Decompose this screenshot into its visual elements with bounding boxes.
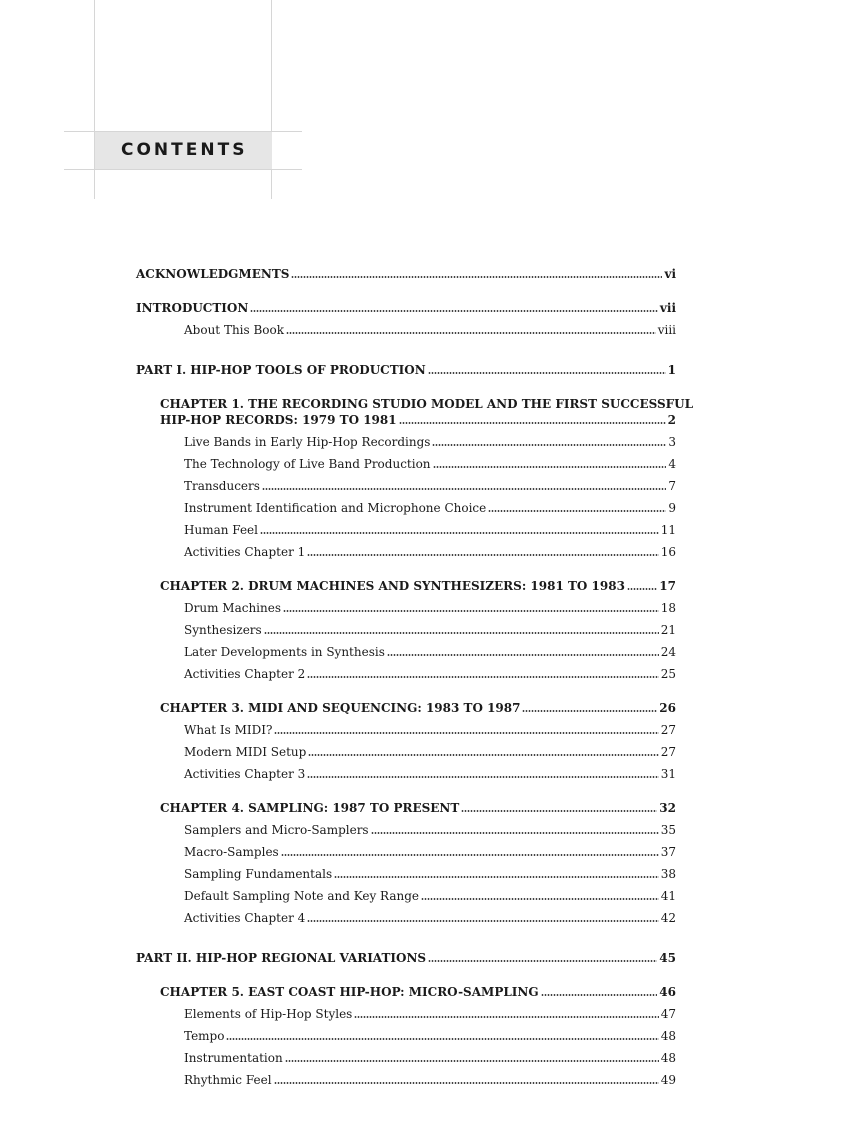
toc-page-number: 16 (660, 545, 676, 559)
toc-entry-label: Activities Chapter 4 (184, 911, 306, 925)
dot-leader (354, 1015, 658, 1019)
dot-leader (250, 309, 658, 313)
dot-leader (307, 553, 658, 557)
toc-entry-label: PART I. HIP-HOP TOOLS OF PRODUCTION (136, 363, 426, 377)
toc-section-entry[interactable] (184, 455, 676, 473)
toc-entry-label: CHAPTER 1. THE RECORDING STUDIO MODEL AND THE FIRST SUCCESSFUL (160, 397, 694, 411)
toc-chapter-entry[interactable] (160, 983, 676, 1001)
dot-leader (285, 1059, 659, 1063)
dot-leader (307, 775, 658, 779)
toc-entry-label: Drum Machines (184, 601, 281, 615)
page-title: CONTENTS (121, 140, 248, 160)
dot-leader (307, 919, 658, 923)
toc-entry-label: Macro-Samples (184, 845, 279, 859)
toc-page-number: 21 (660, 623, 676, 637)
toc-entry-label: Synthesizers (184, 623, 262, 637)
toc-entry-label: Activities Chapter 1 (184, 545, 306, 559)
toc-entry-label: Transducers (184, 479, 260, 493)
toc-page-number: 31 (660, 767, 676, 781)
dot-leader (226, 1037, 658, 1041)
dot-leader (283, 609, 659, 613)
dot-leader (281, 853, 659, 857)
toc-entry-label: The Technology of Live Band Production (184, 457, 431, 471)
toc-section-entry[interactable] (184, 865, 676, 883)
toc-entry-label: Human Feel (184, 523, 258, 537)
toc-section-entry[interactable] (184, 909, 676, 927)
toc-entry-label: ACKNOWLEDGMENTS (136, 267, 290, 281)
toc-section-entry[interactable] (184, 1049, 676, 1067)
toc-page-number: 41 (660, 889, 676, 903)
dot-leader (387, 653, 659, 657)
toc-entry-label: Rhythmic Feel (184, 1073, 272, 1087)
toc-section-entry[interactable] (184, 887, 676, 905)
toc-page-number: 26 (659, 701, 676, 715)
toc-section-entry[interactable] (184, 1071, 676, 1089)
toc-section-entry[interactable] (184, 665, 676, 683)
toc-entry-label: HIP-HOP RECORDS: 1979 TO 1981 (160, 413, 397, 427)
dot-leader (428, 959, 657, 963)
dot-leader (461, 809, 657, 813)
toc-section-entry[interactable] (184, 321, 676, 339)
dot-leader (334, 875, 659, 879)
toc-page-number: 49 (660, 1073, 676, 1087)
toc-entry-label: Instrumentation (184, 1051, 283, 1065)
toc-entry-label: Tempo (184, 1029, 225, 1043)
toc-section-entry[interactable] (184, 599, 676, 617)
toc-page-number: 2 (667, 413, 676, 427)
toc-page-number: 37 (660, 845, 676, 859)
dot-leader (432, 443, 666, 447)
toc-entry-label: INTRODUCTION (136, 301, 249, 315)
toc-entry-label: What Is MIDI? (184, 723, 273, 737)
dot-leader (627, 587, 657, 591)
dot-leader (428, 371, 666, 375)
toc-page-number: 24 (660, 645, 676, 659)
toc-page-number: 17 (659, 579, 676, 593)
toc-section-entry[interactable] (184, 621, 676, 639)
toc-section-entry[interactable] (184, 1005, 676, 1023)
toc-section-entry[interactable] (184, 1027, 676, 1045)
toc-page-number: 11 (660, 523, 676, 537)
toc-section-entry[interactable] (184, 643, 676, 661)
toc-chapter-entry[interactable] (160, 577, 676, 595)
toc-part-entry[interactable] (136, 265, 676, 283)
toc-entry-label: CHAPTER 5. EAST COAST HIP-HOP: MICRO-SAMPLING (160, 985, 539, 999)
toc-page-number: 48 (660, 1029, 676, 1043)
toc-chapter-entry[interactable] (160, 411, 676, 429)
toc-page-number: 27 (660, 723, 676, 737)
dot-leader (433, 465, 667, 469)
dot-leader (307, 675, 658, 679)
toc-entry-label: Samplers and Micro-Samplers (184, 823, 369, 837)
toc-page-number: 45 (659, 951, 676, 965)
toc-section-entry[interactable] (184, 843, 676, 861)
toc-entry-label: Later Developments in Synthesis (184, 645, 385, 659)
dot-leader (371, 831, 659, 835)
dot-leader (260, 531, 659, 535)
toc-section-entry[interactable] (184, 821, 676, 839)
toc-page-number: 38 (660, 867, 676, 881)
dot-leader (522, 709, 657, 713)
toc-chapter-entry[interactable] (160, 699, 676, 717)
toc-page-number: 25 (660, 667, 676, 681)
toc-entry-label: Elements of Hip-Hop Styles (184, 1007, 353, 1021)
toc-page-number: 4 (668, 457, 676, 471)
toc-entry-label: PART II. HIP-HOP REGIONAL VARIATIONS (136, 951, 427, 965)
toc-entry-label: CHAPTER 4. SAMPLING: 1987 TO PRESENT (160, 801, 460, 815)
toc-entry-label: Sampling Fundamentals (184, 867, 333, 881)
toc-entry-label: Instrument Identification and Microphone Choice (184, 501, 487, 515)
dot-leader (274, 1081, 659, 1085)
toc-page-number: vi (664, 267, 676, 281)
toc-page-number: 32 (659, 801, 676, 815)
toc-section-entry[interactable] (184, 521, 676, 539)
toc-page-number: 42 (660, 911, 676, 925)
toc-section-entry[interactable] (184, 477, 676, 495)
toc-entry-label: CHAPTER 2. DRUM MACHINES AND SYNTHESIZERS: 1981 TO 1983 (160, 579, 625, 593)
toc-page-number: 48 (660, 1051, 676, 1065)
dot-leader (274, 731, 658, 735)
toc-entry-label: Default Sampling Note and Key Range (184, 889, 420, 903)
toc-chapter-entry[interactable] (160, 799, 676, 817)
dot-leader (291, 275, 662, 279)
toc-section-entry[interactable] (184, 721, 676, 739)
dot-leader (308, 753, 658, 757)
toc-page-number: 47 (660, 1007, 676, 1021)
toc-page-number: 9 (668, 501, 676, 515)
toc-entry-label: About This Book (184, 323, 285, 337)
toc-section-entry[interactable] (184, 433, 676, 451)
dot-leader (262, 487, 666, 491)
toc-page-number: vii (659, 301, 676, 315)
toc-part-entry[interactable] (136, 299, 676, 317)
dot-leader (541, 993, 658, 997)
toc-entry-label: Activities Chapter 3 (184, 767, 306, 781)
toc-page-number: 46 (659, 985, 676, 999)
toc-page-number: 35 (660, 823, 676, 837)
toc-page-number: 3 (668, 435, 676, 449)
toc-part-entry[interactable] (136, 949, 676, 967)
toc-page-number: 1 (667, 363, 676, 377)
toc-section-entry[interactable] (184, 499, 676, 517)
dot-leader (286, 331, 656, 335)
toc-page-number: 27 (660, 745, 676, 759)
dot-leader (264, 631, 659, 635)
toc-page-number: 18 (660, 601, 676, 615)
toc-page-number: 7 (668, 479, 676, 493)
dot-leader (399, 421, 666, 425)
toc-section-entry[interactable] (184, 543, 676, 561)
dot-leader (488, 509, 666, 513)
toc-section-entry[interactable] (184, 743, 676, 761)
toc-page-number: viii (657, 323, 676, 337)
toc-entry-label: Activities Chapter 2 (184, 667, 306, 681)
toc-part-entry[interactable] (136, 361, 676, 379)
toc-entry-label: Live Bands in Early Hip-Hop Recordings (184, 435, 431, 449)
dot-leader (421, 897, 659, 901)
toc-section-entry[interactable] (184, 765, 676, 783)
toc-entry-label: Modern MIDI Setup (184, 745, 307, 759)
toc-entry-label: CHAPTER 3. MIDI AND SEQUENCING: 1983 TO 1987 (160, 701, 521, 715)
